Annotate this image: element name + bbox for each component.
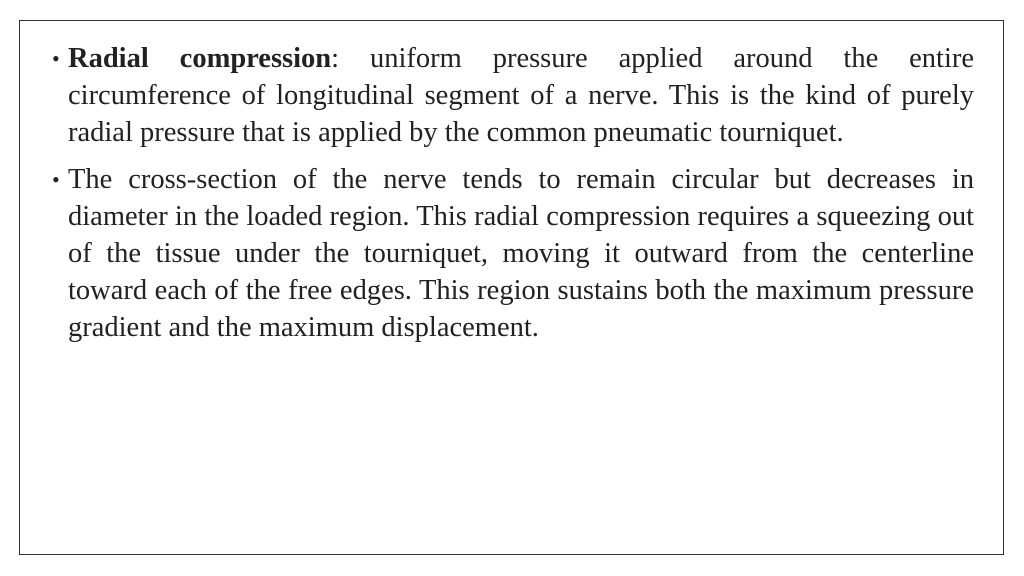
bullet-text: The cross-section of the nerve tends to remain circular but decreases in diameter in the loaded region. This radial compression requires a squeezing out of the tissue under the tourniquet, moving it outward from the centerline toward each of the free edges. This region sustains both the maximum pressure gradient and the maximum displacement.	[68, 164, 974, 343]
bullet-dot-icon: •	[52, 167, 60, 192]
bullet-term: Radial compression	[68, 43, 332, 74]
bullet-list	[48, 40, 974, 356]
bullet-text: : uniform pressure applied around the entire circumference of longitudinal segment of a nerve. This is the kind of purely radial pressure that is applied by the common pneumatic tourniquet.	[68, 43, 974, 148]
bullet-dot-icon: •	[52, 46, 60, 71]
bullet-radial-compression	[48, 40, 974, 151]
bullet-cross-section	[48, 161, 974, 346]
